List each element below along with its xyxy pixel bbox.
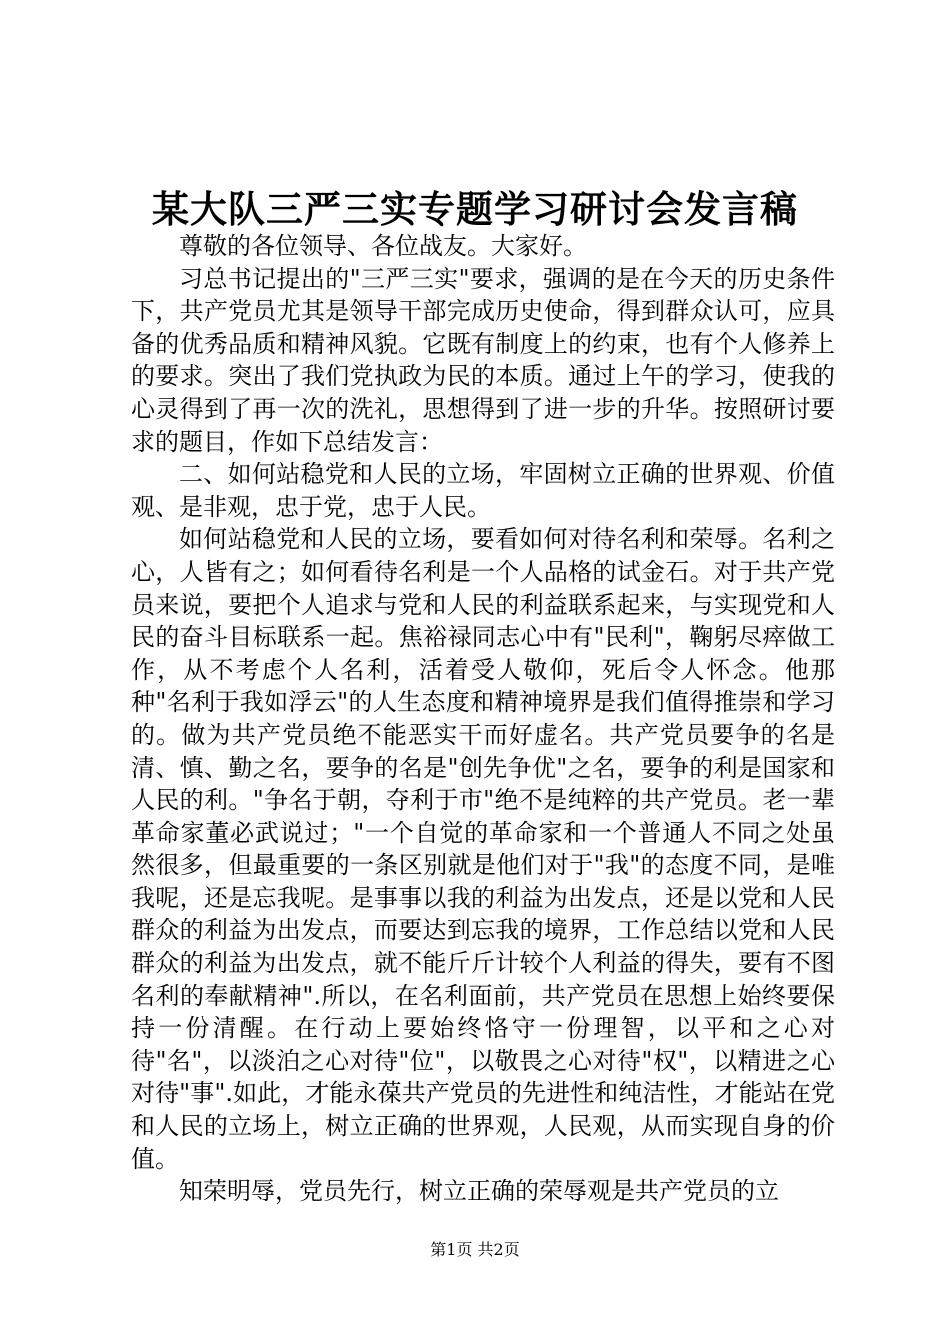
document-title: 某大队三严三实专题学习研讨会发言稿 bbox=[152, 187, 798, 231]
document-body bbox=[131, 230, 835, 1208]
page-footer bbox=[0, 1240, 950, 1260]
closing-paragraph: 知荣明辱，党员先行，树立正确的荣辱观是共产党员的立 bbox=[179, 1177, 779, 1206]
intro-paragraph: 习总书记提出的"三严三实"要求，强调的是在今天的历史条件下，共产党员尤其是领导干部完成历史使命，得到群众认可，应具备的优秀品质和精神风貌。它既有制度上的约束，也有个人修养上的要求。突出了我们党执政为民的本质。通过上午的学习，使我的心灵得到了再一次的洗礼，思想得到了进一步的升华。按照研讨要求的题目，作如下总结发言： bbox=[131, 264, 835, 456]
main-paragraph: 如何站稳党和人民的立场，要看如何对待名利和荣辱。名利之心，人皆有之；如何看待名利是一个人品格的试金石。对于共产党员来说，要把个人追求与党和人民的利益联系起来，与实现党和人民的奋斗目标联系一起。焦裕禄同志心中有"民利"，鞠躬尽瘁做工作，从不考虑个人名利，活着受人敬仰，死后令人怀念。他那种"名利于我如浮云"的人生态度和精神境界是我们值得推崇和学习的。做为共产党员绝不能恶实干而好虚名。共产党员要争的名是清、慎、勤之名，要争的名是"创先争优"之名，要争的利是国家和人民的利。"争名于朝，夺利于市"绝不是纯粹的共产党员。老一辈革命家董必武说过；"一个自觉的革命家和一个普通人不同之处虽然很多，但最重要的一条区别就是他们对于"我"的态度不同，是唯我呢，还是忘我呢。是事事以我的利益为出发点，还是以党和人民群众的利益为出发点，而要达到忘我的境界，工作总结以党和人民群众的利益为出发点，就不能斤斤计较个人利益的得失，要有不图名利的奉献精神".所以，在名利面前，共产党员在思想上始终要保持一份清醒。在行动上要始终恪守一份理智，以平和之心对待"名"，以淡泊之心对待"位"，以敬畏之心对待"权"，以精进之心对待"事".如此，才能永葆共产党员的先进性和纯洁性，才能站在党和人民的立场上，树立正确的世界观，人民观，从而实现自身的价值。 bbox=[131, 525, 835, 1173]
section-heading-paragraph: 二、如何站稳党和人民的立场，牢固树立正确的世界观、价值观、是非观，忠于党，忠于人民。 bbox=[131, 460, 835, 521]
greeting-paragraph: 尊敬的各位领导、各位战友。大家好。 bbox=[179, 232, 587, 260]
page-number: 第1页 共2页 bbox=[430, 1240, 520, 1259]
